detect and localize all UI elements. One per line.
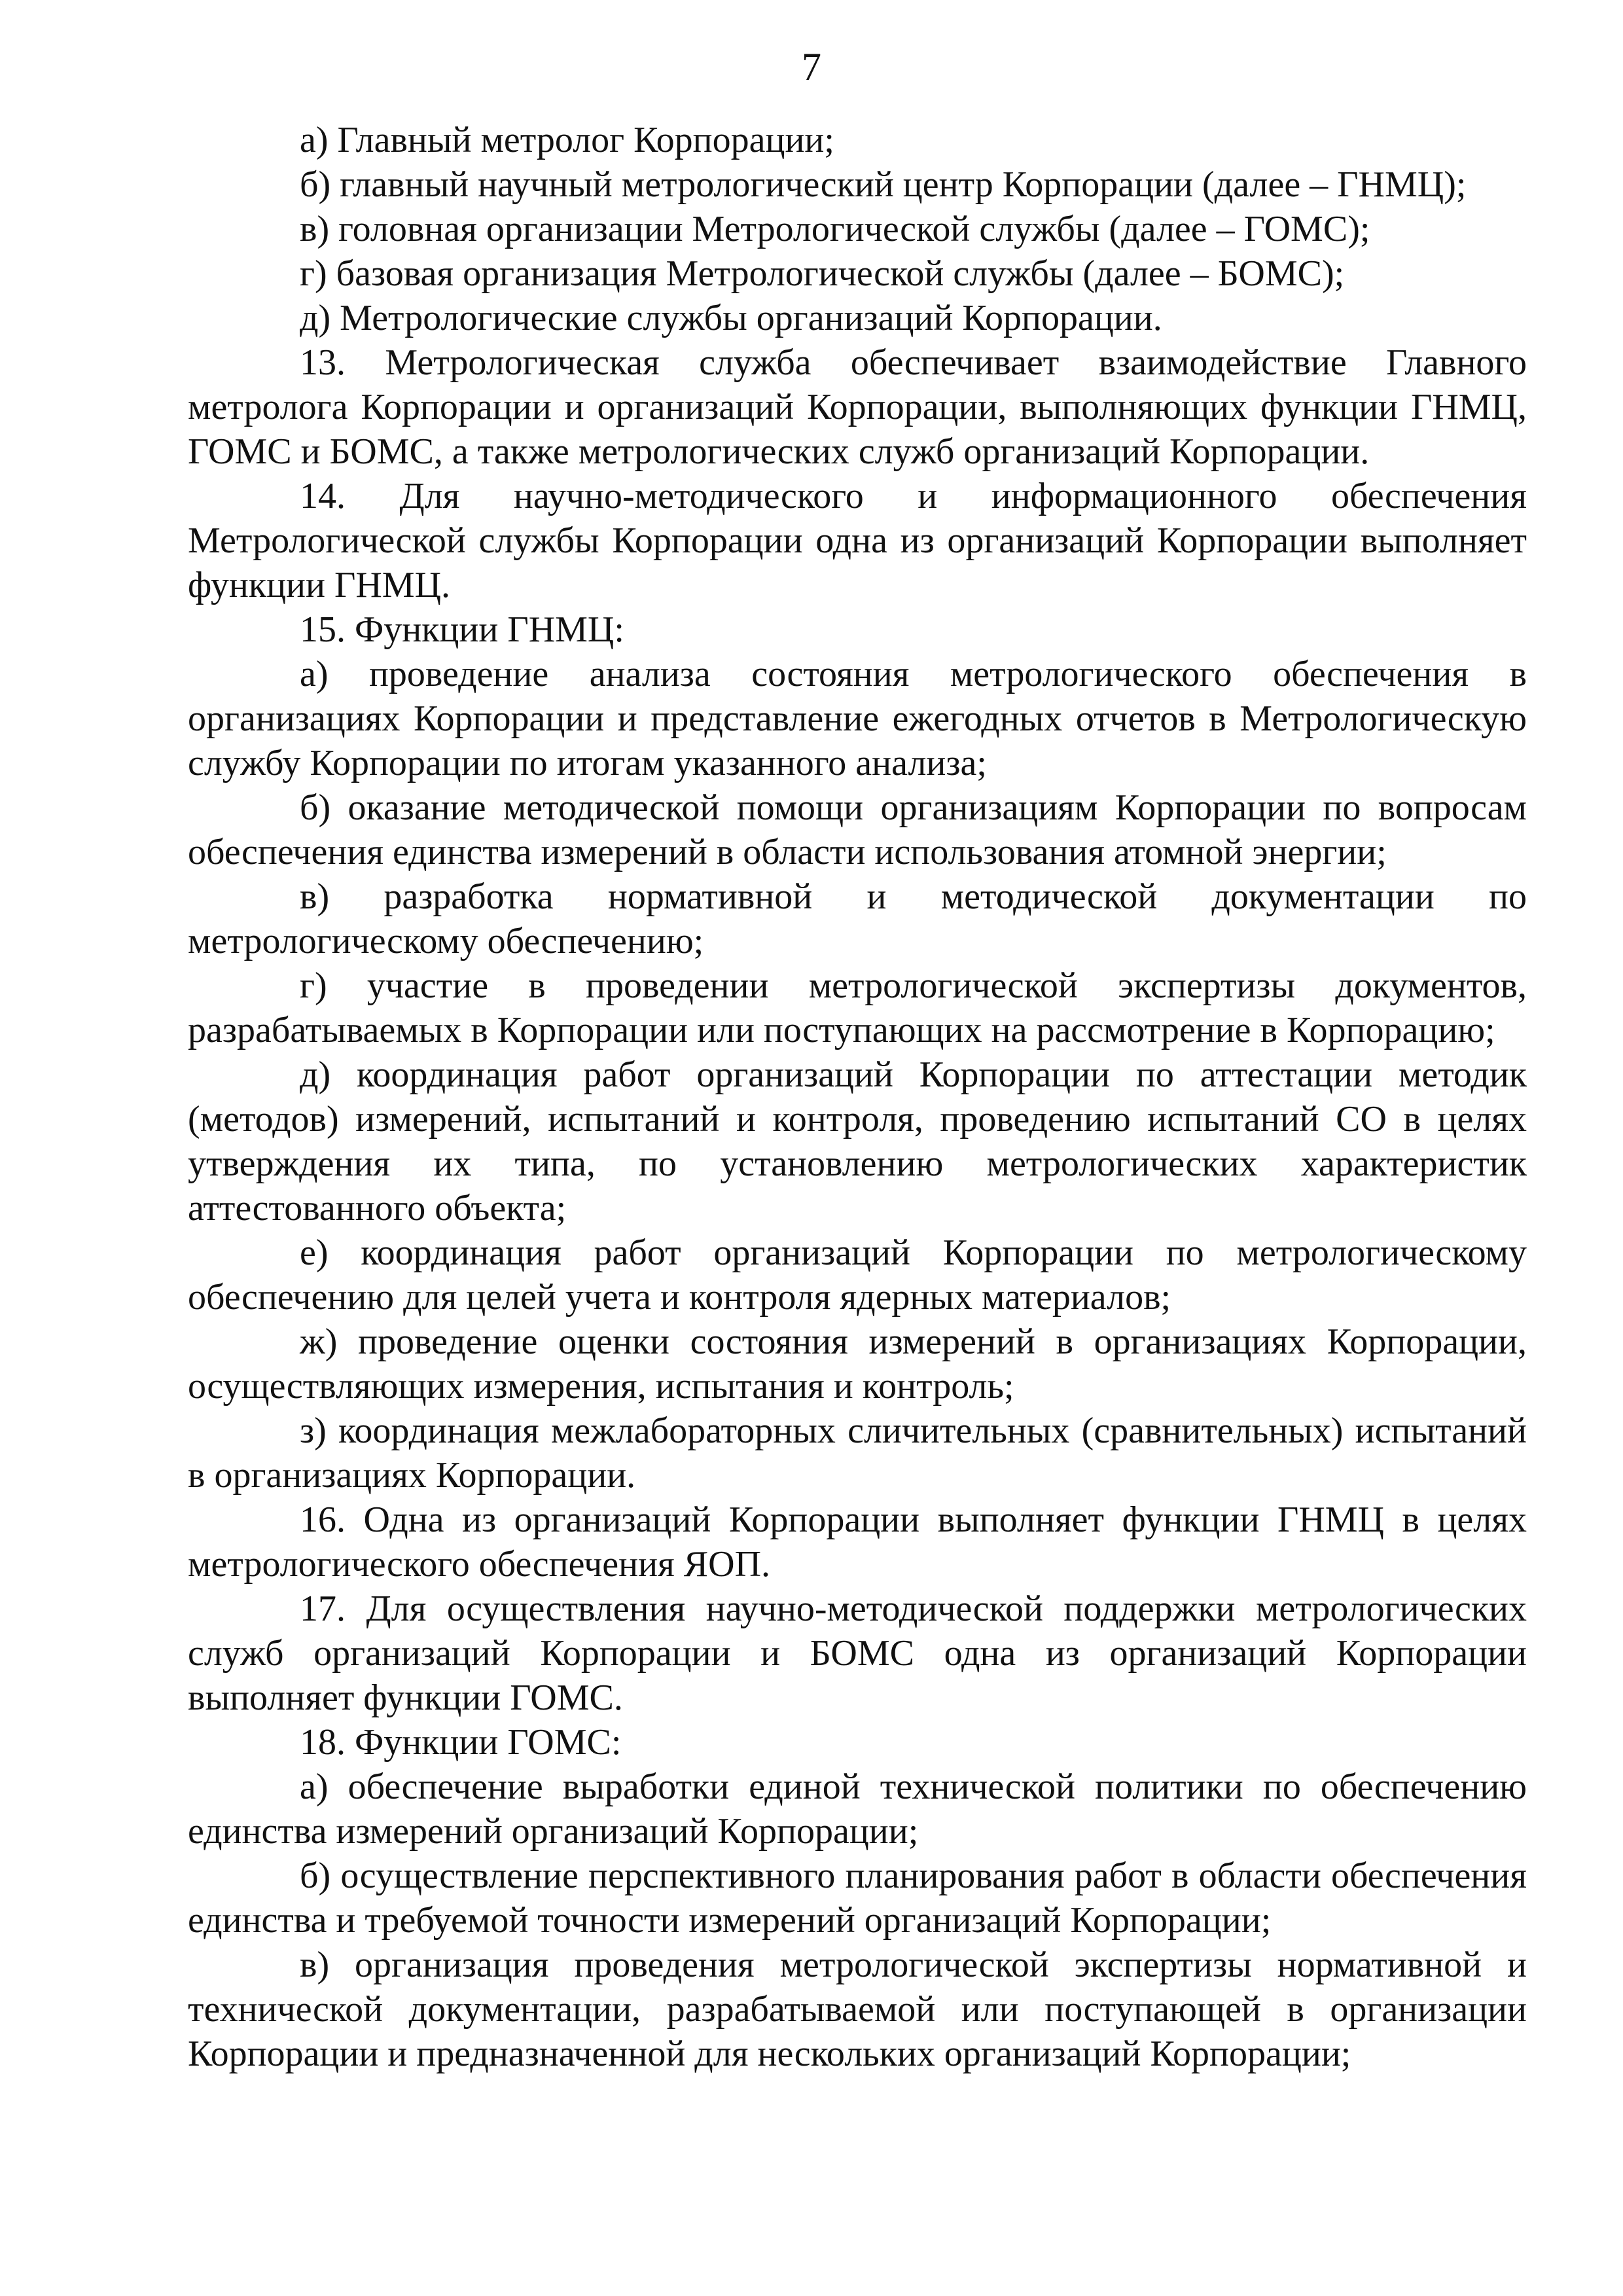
paragraph-17: 17. Для осуществления научно-методической поддержки метрологических служб организаций Корпорации и БОМС одна из организаций Корпорации выполняет функции ГОМС. xyxy=(188,1588,1527,1718)
gnmc-function-a: а) проведение анализа состояния метрологического обеспечения в организациях Корпорации и представление ежегодных отчетов в Метрологическую службу Корпорации по итогам указанного анализа; xyxy=(188,654,1527,783)
gnmc-function-d: г) участие в проведении метрологической экспертизы документов, разрабатываемых в Корпорации или поступающих на рассмотрение в Корпорацию; xyxy=(188,965,1527,1050)
gnmc-function-c: в) разработка нормативной и методической документации по метрологическому обеспечению; xyxy=(188,876,1527,961)
gnmc-function-e: д) координация работ организаций Корпорации по аттестации методик (методов) измерений, испытаний и контроля, проведению испытаний СО в целях утверждения их типа, по установлению метрологических характеристик аттестованного объекта; xyxy=(188,1054,1527,1229)
list-item-gnmc: б) главный научный метрологический центр Корпорации (далее – ГНМЦ); xyxy=(300,164,1467,205)
gnmc-function-g: ж) проведение оценки состояния измерений в организациях Корпорации, осуществляющих измерения, испытания и контроль; xyxy=(188,1321,1527,1407)
goms-function-a: а) обеспечение выработки единой технической политики по обеспечению единства измерений организаций Корпорации; xyxy=(188,1767,1527,1852)
goms-function-c: в) организация проведения метрологической экспертизы нормативной и технической документации, разрабатываемой или поступающей в организации Корпорации и предназначенной для нескольких организаций Корпорации; xyxy=(188,1945,1527,2074)
list-item-boms: г) базовая организация Метрологической службы (далее – БОМС); xyxy=(300,253,1345,294)
paragraph-15-heading: 15. Функции ГНМЦ: xyxy=(300,609,624,650)
gnmc-function-b: б) оказание методической помощи организациям Корпорации по вопросам обеспечения единства измерений в области использования атомной энергии; xyxy=(188,787,1527,872)
paragraph-14: 14. Для научно-методического и информационного обеспечения Метрологической службы Корпорации одна из организаций Корпорации выполняет функции ГНМЦ. xyxy=(188,476,1527,605)
list-item-goms: в) головная организации Метрологической службы (далее – ГОМС); xyxy=(300,209,1370,249)
gnmc-function-f: е) координация работ организаций Корпорации по метрологическому обеспечению для целей учета и контроля ядерных материалов; xyxy=(188,1232,1527,1318)
page-number: 7 xyxy=(802,45,821,88)
list-item-metrology-services: д) Метрологические службы организаций Корпорации. xyxy=(300,298,1162,338)
paragraph-16: 16. Одна из организаций Корпорации выполняет функции ГНМЦ в целях метрологического обеспечения ЯОП. xyxy=(188,1499,1527,1585)
paragraph-13: 13. Метрологическая служба обеспечивает взаимодействие Главного метролога Корпорации и организаций Корпорации, выполняющих функции ГНМЦ, ГОМС и БОМС, а также метрологических служб организаций Корпорации. xyxy=(188,342,1527,472)
paragraph-18-heading: 18. Функции ГОМС: xyxy=(300,1722,622,1763)
list-item-chief-metrologist: а) Главный метролог Корпорации; xyxy=(300,120,834,160)
gnmc-function-h: з) координация межлабораторных сличительных (сравнительных) испытаний в организациях Корпорации. xyxy=(188,1410,1527,1496)
goms-function-b: б) осуществление перспективного планирования работ в области обеспечения единства и требуемой точности измерений организаций Корпорации; xyxy=(188,1856,1527,1941)
document-body xyxy=(188,118,1527,2076)
